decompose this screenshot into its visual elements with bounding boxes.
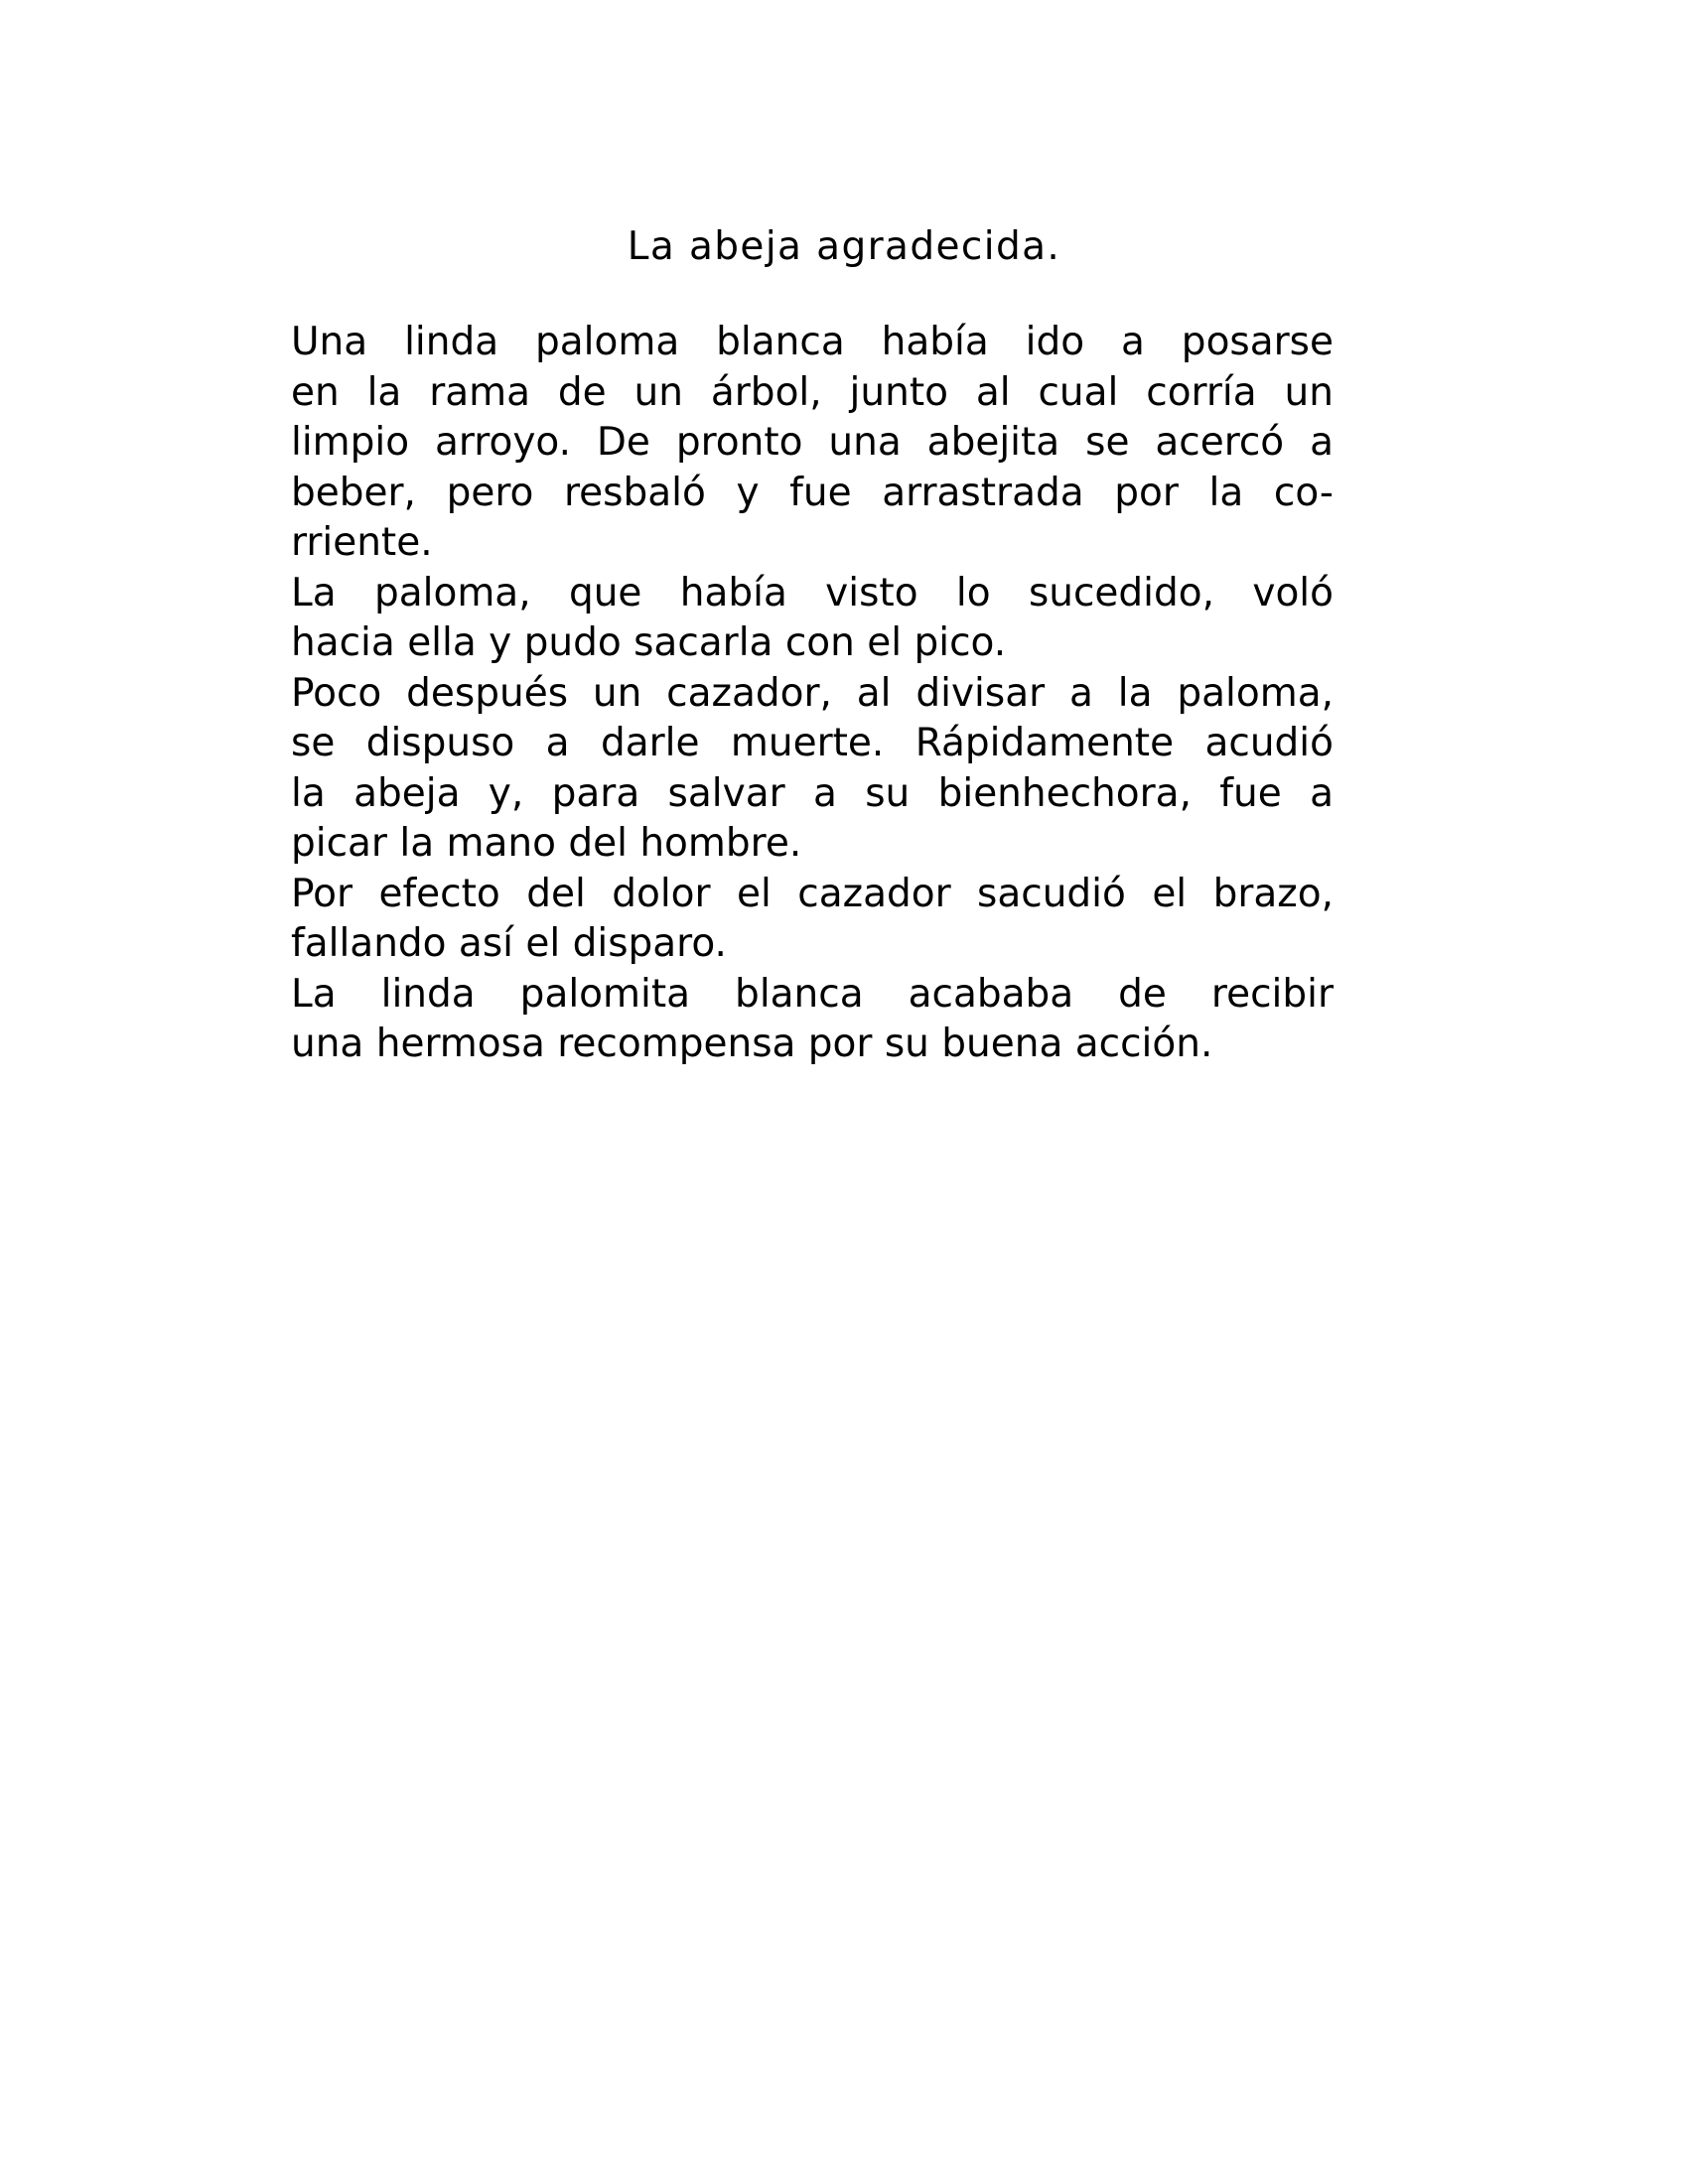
story-body [291, 318, 1334, 1070]
story-line: hacia ella y pudo sacarla con el pico. [291, 620, 1007, 665]
story-line: la abeja y, para salvar a su bienhechora, fue a [291, 770, 1334, 816]
story-line: beber, pero resbaló y fue arrastrada por la co- [291, 470, 1334, 515]
story-line: Una linda paloma blanca había ido a posarse [291, 320, 1334, 364]
document-title: La abeja agradecida. [627, 224, 1061, 269]
story-line: Poco después un cazador, al divisar a la paloma, [291, 670, 1334, 716]
story-line: La paloma, que había visto lo sucedido, voló [291, 570, 1334, 615]
story-line: Por efecto del dolor el cazador sacudió el brazo, [291, 871, 1334, 916]
story-line: picar la mano del hombre. [291, 821, 802, 866]
story-line: en la rama de un árbol, junto al cual corría un [291, 369, 1334, 415]
story-line: rriente. [291, 520, 433, 565]
story-line: fallando así el disparo. [291, 921, 727, 966]
story-line: una hermosa recompensa por su buena acción. [291, 1022, 1213, 1066]
story-line: limpio arroyo. De pronto una abejita se acercó a [291, 420, 1334, 465]
story-line: se dispuso a darle muerte. Rápidamente acudió [291, 721, 1334, 765]
story-line: La linda palomita blanca acababa de recibir [291, 971, 1334, 1017]
